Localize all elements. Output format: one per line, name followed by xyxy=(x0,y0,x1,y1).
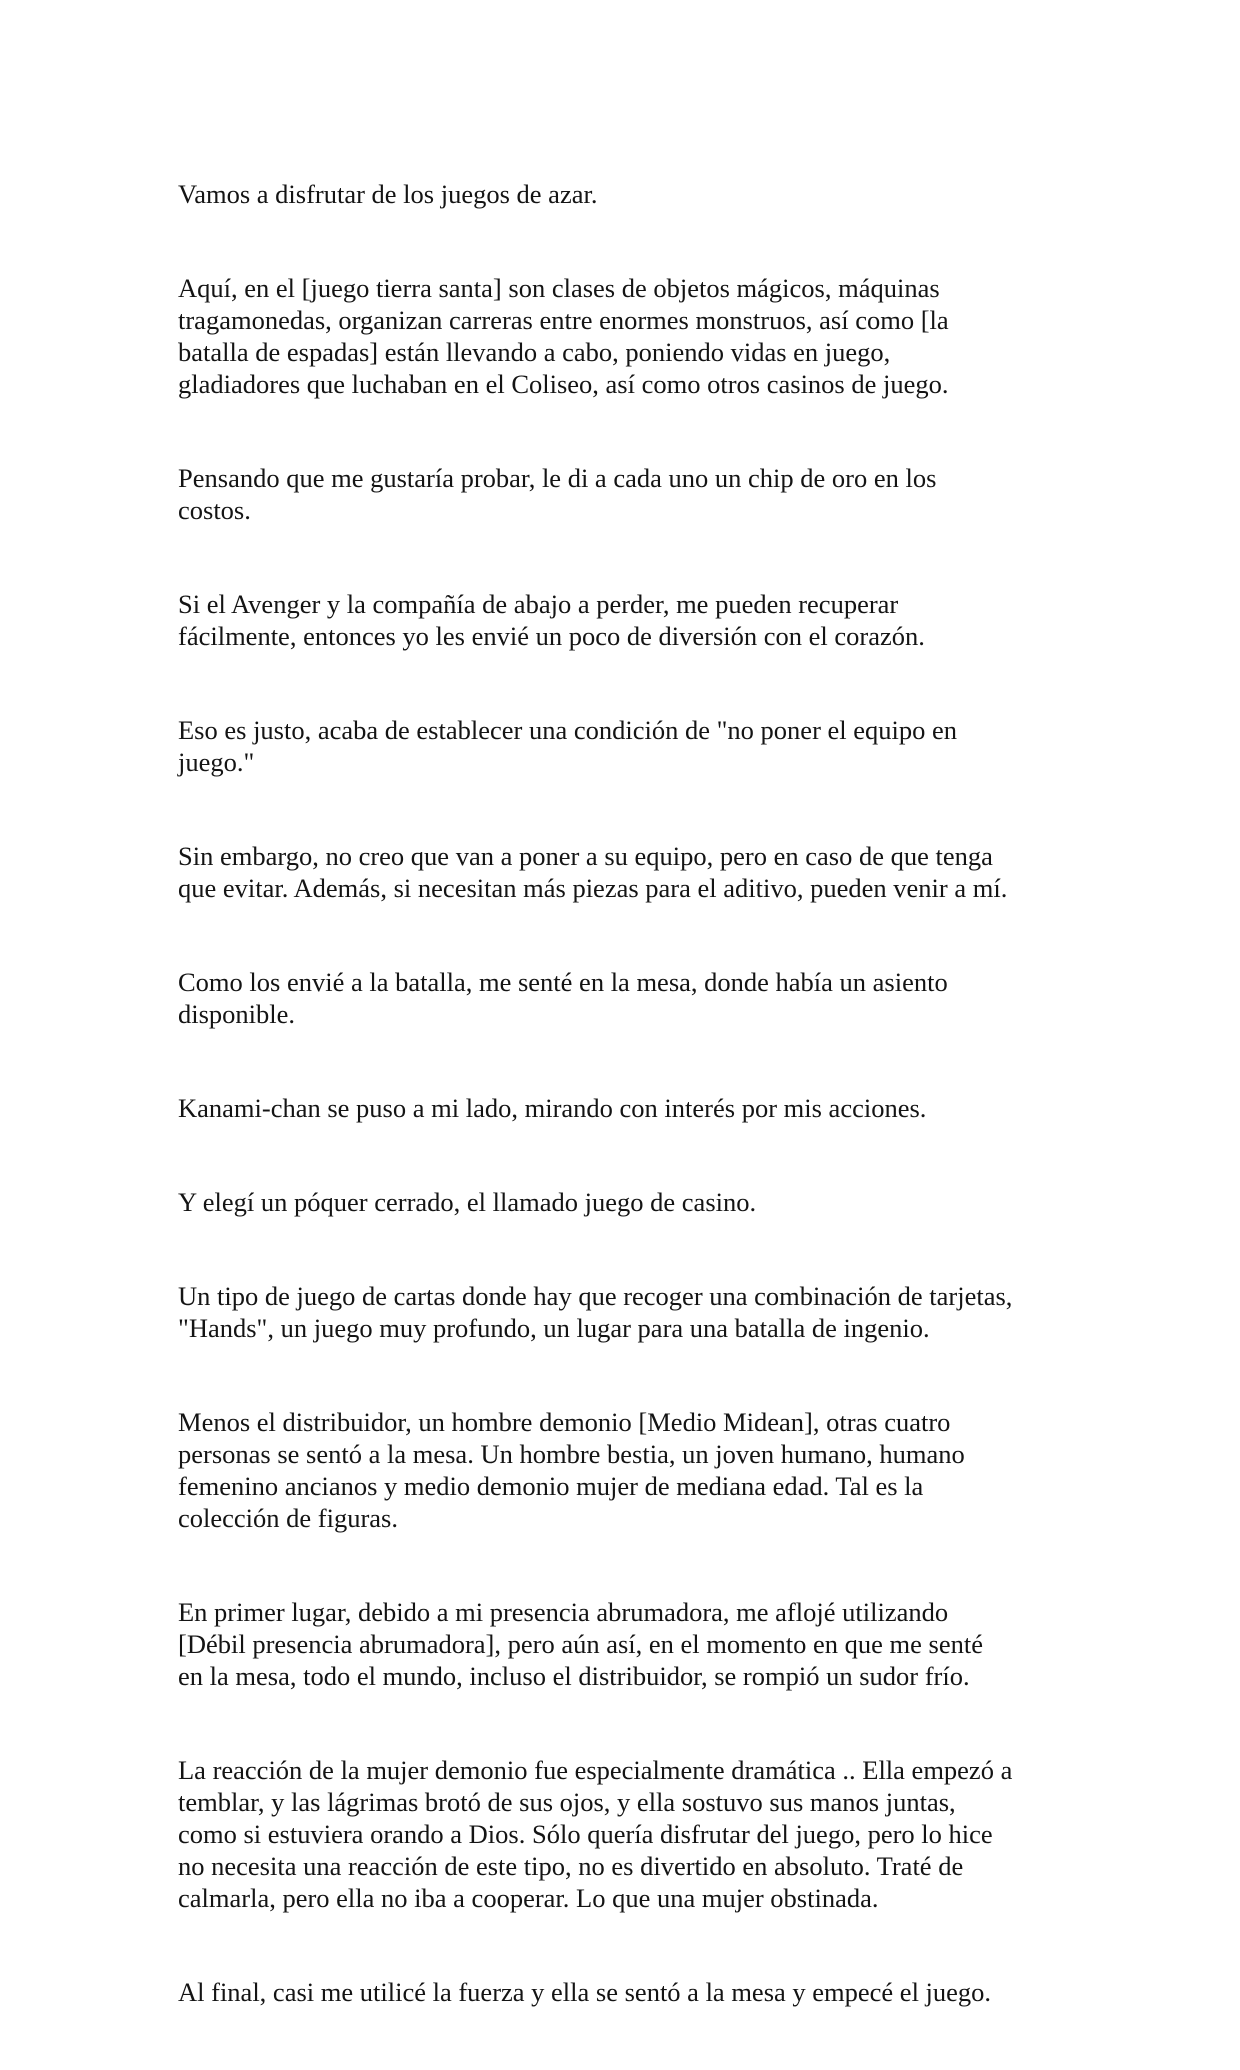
paragraph: Menos el distribuidor, un hombre demonio [Medio Midean], otras cuatro personas se sentó a la mesa. Un hombre bestia, un joven humano, humano femenino ancianos y medio demonio mujer de mediana edad. Tal es la colección de figuras. xyxy=(178,1407,965,1533)
paragraph: Si el Avenger y la compañía de abajo a perder, me pueden recuperar fácilmente, entonces yo les envié un poco de diversión con el corazón. xyxy=(178,589,925,651)
paragraph: Y elegí un póquer cerrado, el llamado juego de casino. xyxy=(178,1187,757,1217)
paragraph: Aquí, en el [juego tierra santa] son clases de objetos mágicos, máquinas tragamonedas, organizan carreras entre enormes monstruos, así como [la batalla de espadas] están llevando a cabo, poniendo vidas en juego, gladiadores que luchaban en el Coliseo, así como otros casinos de juego. xyxy=(178,273,949,399)
paragraph: En primer lugar, debido a mi presencia abrumadora, me aflojé utilizando [Débil presencia abrumadora], pero aún así, en el momento en que me senté en la mesa, todo el mundo, incluso el distribuidor, se rompió un sudor frío. xyxy=(178,1597,983,1691)
paragraph: Como los envié a la batalla, me senté en la mesa, donde había un asiento disponible. xyxy=(178,967,948,1029)
paragraph: Sin embargo, no creo que van a poner a su equipo, pero en caso de que tenga que evitar. Además, si necesitan más piezas para el aditivo, pueden venir a mí. xyxy=(178,841,1008,903)
paragraph: Kanami-chan se puso a mi lado, mirando con interés por mis acciones. xyxy=(178,1093,927,1123)
paragraph: Al final, casi me utilicé la fuerza y ella se sentó a la mesa y empecé el juego. xyxy=(178,1977,992,2007)
paragraph: Vamos a disfrutar de los juegos de azar. xyxy=(178,179,598,209)
document-body xyxy=(178,146,1078,2070)
paragraph: Eso es justo, acaba de establecer una condición de "no poner el equipo en juego." xyxy=(178,715,958,777)
paragraph: La reacción de la mujer demonio fue especialmente dramática .. Ella empezó a temblar, y las lágrimas brotó de sus ojos, y ella sostuvo sus manos juntas, como si estuviera orando a Dios. Sólo quería disfrutar del juego, pero lo hice no necesita una reacción de este tipo, no es divertido en absoluto. Traté de calmarla, pero ella no iba a cooperar. Lo que una mujer obstinada. xyxy=(178,1755,1013,1913)
paragraph: Pensando que me gustaría probar, le di a cada uno un chip de oro en los costos. xyxy=(178,463,937,525)
paragraph: Un tipo de juego de cartas donde hay que recoger una combinación de tarjetas, "Hands", un juego muy profundo, un lugar para una batalla de ingenio. xyxy=(178,1281,1013,1343)
